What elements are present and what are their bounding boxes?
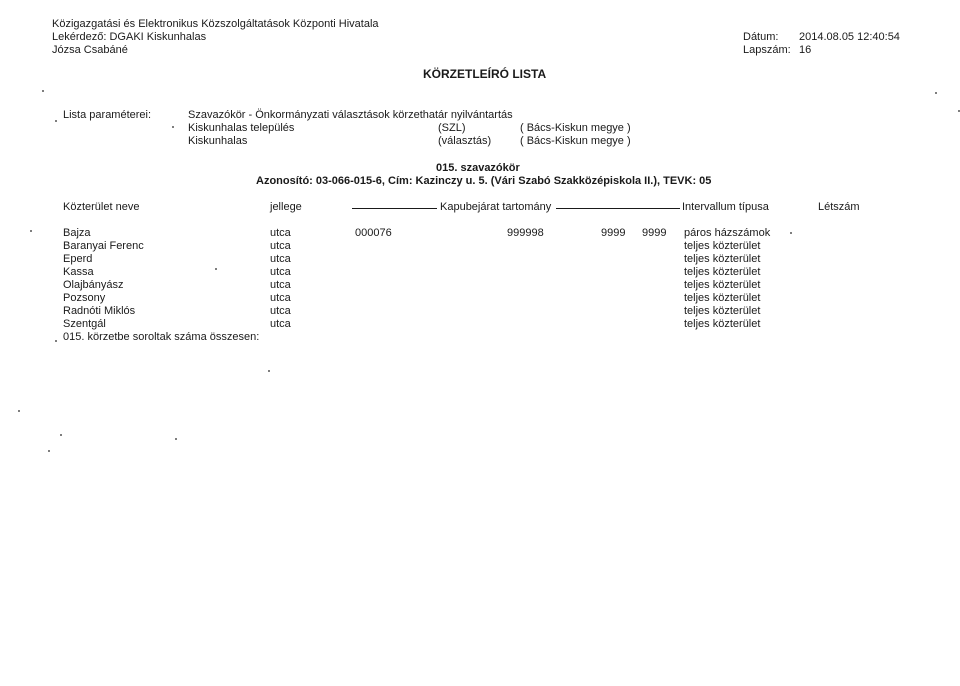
org-name: Közigazgatási és Elektronikus Közszolgáltatások Központi Hivatala <box>52 18 379 30</box>
cell-type: utca <box>270 318 291 330</box>
col-count-header: Létszám <box>818 201 860 213</box>
date-label: Dátum: <box>743 31 779 43</box>
cell-interval: teljes közterület <box>684 292 761 304</box>
scan-speck <box>48 450 50 452</box>
cell-street: Bajza <box>63 227 91 239</box>
cell-interval: teljes közterület <box>684 279 761 291</box>
cell-from: 000076 <box>355 227 392 239</box>
params-label: Lista paraméterei: <box>63 109 152 121</box>
user-name: Józsa Csabáné <box>52 44 128 56</box>
scan-speck <box>55 340 57 342</box>
scan-speck <box>30 230 32 232</box>
cell-street: Kassa <box>63 266 94 278</box>
district-name: 015. szavazókör <box>436 162 520 174</box>
cell-interval: teljes közterület <box>684 318 761 330</box>
cell-n2: 9999 <box>642 227 667 239</box>
date-value: 2014.08.05 12:40:54 <box>799 31 900 43</box>
cell-street: Eperd <box>63 253 93 265</box>
cell-interval: teljes közterület <box>684 253 761 265</box>
params-line1: Szavazókör - Önkormányzati választások körzethatár nyilvántartás <box>188 109 513 121</box>
page-value: 16 <box>799 44 812 56</box>
cell-street: Pozsony <box>63 292 106 304</box>
cell-type: utca <box>270 227 291 239</box>
params-line3-mid: (választás) <box>438 135 492 147</box>
params-line2-mid: (SZL) <box>438 122 466 134</box>
col-type-header: jellege <box>270 201 302 213</box>
params-line2-left: Kiskunhalas település <box>188 122 295 134</box>
cell-street: Radnóti Miklós <box>63 305 136 317</box>
params-line2-right: ( Bács-Kiskun megye ) <box>520 122 631 134</box>
scan-speck <box>175 438 177 440</box>
cell-type: utca <box>270 240 291 252</box>
col-interval-header: Intervallum típusa <box>682 201 769 213</box>
cell-interval: teljes közterület <box>684 305 761 317</box>
cell-street: Szentgál <box>63 318 106 330</box>
cell-interval: teljes közterület <box>684 266 761 278</box>
cell-interval: páros házszámok <box>684 227 771 239</box>
district-summary: 015. körzetbe soroltak száma összesen: <box>63 331 260 343</box>
params-line3-left: Kiskunhalas <box>188 135 248 147</box>
scan-speck <box>215 268 217 270</box>
cell-type: utca <box>270 292 291 304</box>
scan-speck <box>42 90 44 92</box>
scan-speck <box>268 370 270 372</box>
range-rule-right <box>556 208 680 209</box>
requester: Lekérdező: DGAKI Kiskunhalas <box>52 31 207 43</box>
cell-street: Olajbányász <box>63 279 124 291</box>
page-title: KÖRZETLEÍRÓ LISTA <box>423 67 547 81</box>
scan-speck <box>18 410 20 412</box>
cell-n1: 9999 <box>601 227 626 239</box>
scan-speck <box>172 126 174 128</box>
scan-speck <box>55 120 57 122</box>
cell-type: utca <box>270 279 291 291</box>
params-line3-right: ( Bács-Kiskun megye ) <box>520 135 631 147</box>
cell-type: utca <box>270 266 291 278</box>
scan-speck <box>60 434 62 436</box>
cell-street: Baranyai Ferenc <box>63 240 144 252</box>
range-rule-left <box>352 208 437 209</box>
col-street-header: Közterület neve <box>63 201 140 213</box>
page-label: Lapszám: <box>743 44 791 56</box>
scan-speck <box>790 232 792 234</box>
col-range-header: Kapubejárat tartomány <box>440 201 552 213</box>
cell-type: utca <box>270 305 291 317</box>
cell-to: 999998 <box>507 227 544 239</box>
scan-speck <box>935 92 937 94</box>
cell-type: utca <box>270 253 291 265</box>
district-info: Azonosító: 03-066-015-6, Cím: Kazinczy u. 5. (Vári Szabó Szakközépiskola II.), TEVK: 05 <box>256 175 712 187</box>
cell-interval: teljes közterület <box>684 240 761 252</box>
